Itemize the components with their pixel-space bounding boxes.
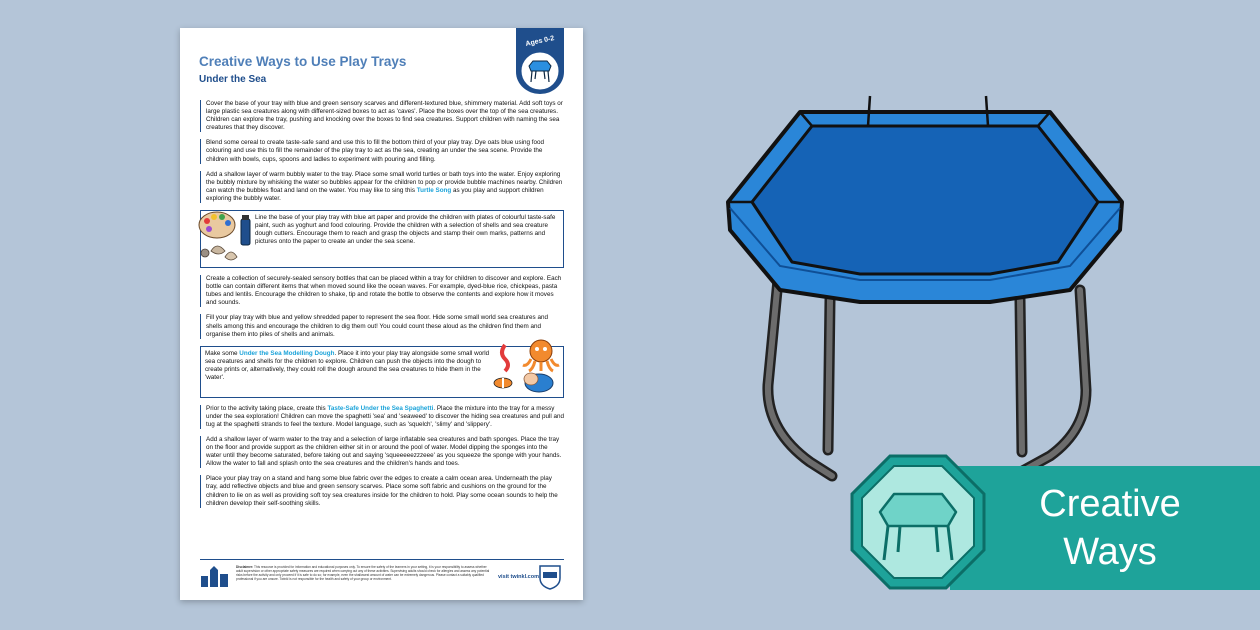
- banner-line-2: Ways: [1063, 531, 1157, 573]
- paragraph-text: as you play and support children exploring the bubbly water.: [206, 186, 544, 202]
- activity-box-paint: [200, 210, 564, 268]
- sheet-title: Creative Ways to Use Play Trays: [199, 54, 407, 69]
- banner-line-1: Creative: [1039, 483, 1181, 525]
- paragraph-text: . Place the mixture into the tray for a messy under the sea exploration! Children can move the spaghetti 'sea' and 'seaweed' to discover the hiding sea creatures and pull and tug at the spaghetti strands to feel the texture. Model language, such as 'squelch', 'slimy' and 'slippery'.: [206, 404, 565, 428]
- activity-paragraph: Fill your play tray with blue and yellow shredded paper to represent the sea floor. Hide some small world sea creatures and shells among this and encourage the children to dig them out! You could count these aloud as the children find them and organise them into piles of shells and animals.: [200, 314, 564, 338]
- activity-paragraph: [200, 171, 564, 203]
- box-text: Line the base of your play tray with blue art paper and provide the children with plates of colourful taste-safe paint, such as yoghurt and food colouring. Provide the children with a selection of shells and sea creature dough cutters. Encourage them to reach and grasp the objects and stamp their own marks, patterns and pictures onto the paper to create an under the sea scene.: [255, 214, 556, 246]
- age-badge: [516, 28, 564, 94]
- paragraph-text: Prior to the activity taking place, create this: [206, 404, 328, 412]
- paint-palette-illustration: [197, 207, 255, 269]
- paragraph-text: Make some: [205, 349, 240, 357]
- activity-box-dough: [200, 346, 564, 398]
- activity-paragraph: Cover the base of your tray with blue and green sensory scarves and different-textured blue, shimmery material. Add soft toys or large plastic sea creatures along with different-sized boxes to act as 'caves'. Place the boxes over the top of the sea creatures. Children can explore the tray, pushing and knocking over the boxes to find sea creatures. Support children with naming the sea creatures that they discover.: [200, 100, 564, 132]
- disclaimer: [236, 565, 492, 581]
- twinkl-logo-icon: [200, 566, 230, 588]
- quality-shield-icon: [538, 564, 562, 590]
- activity-sheet: [180, 28, 583, 600]
- creative-ways-banner: [950, 466, 1260, 590]
- age-badge-label: Ages 0-2: [524, 35, 556, 48]
- modelling-dough-link[interactable]: Under the Sea Modelling Dough: [239, 349, 335, 357]
- activity-list: [200, 100, 564, 515]
- activity-paragraph: Blend some cereal to create taste-safe sand and use this to fill the bottom third of your play tray. Dye oats blue using food colouring and use this to fill the remainder of the play tray to act as the sea, creating an under the sea scene. Provide the children with bowls, cups, spoons and ladles to experiment with pouring and filling.: [200, 139, 564, 163]
- turtle-song-link[interactable]: Turtle Song: [416, 186, 452, 194]
- disclaimer-text: This resource is provided for information and educational purposes only. To ensure the safety of the learners in your setting, it is your responsibility to assess whether adult supervision or other appropriate safety measures are required when carrying out any of these activities. Supervising adults should check for allergies and assess any potential risks before the activity and only proceed if it is safe to do so; for example, even the shallowest amount of water can be extremely dangerous. Please contact a suitably qualified professional if you are unsure. Twinkl is not responsible for the health and safety of your group or environment.: [236, 565, 490, 581]
- paragraph-text: . Place it into your play tray alongside some small world sea creatures and shells for the children to explore. Children can push the objects into the dough to create prints or, alternatively, they could roll the dough around the sea creatures to hide them in the 'water'.: [205, 349, 490, 381]
- activity-paragraph: Place your play tray on a stand and hang some blue fabric over the edges to create a calm ocean area. Underneath the play tray, add reflective objects and blue and green sensory scarves. Place some soft fabric and cushions on the ground for the children to lie on as well as providing soft toy sea creatures inside for the children to hold. Play some ocean sounds to help the children develop their self-soothing skills.: [200, 475, 564, 507]
- activity-paragraph: Add a shallow layer of warm water to the tray and a selection of large inflatable sea creatures and bath sponges. Place the tray on the floor and provide support as the children either sit in or around the pool of water. Model dipping the sponges into the water until they become saturated, before taking out and saying 'squeeeeezzzeee' as you squeeze the sponge with your hands. Allow the water to fall and splash onto the sea creatures and the children's hands and toes.: [200, 436, 564, 468]
- spaghetti-link[interactable]: Taste-Safe Under the Sea Spaghetti: [327, 404, 434, 412]
- tray-badge-octagon: [848, 452, 988, 592]
- disclaimer-label: Disclaimer:: [236, 565, 254, 569]
- activity-paragraph: Create a collection of securely-sealed sensory bottles that can be placed within a tray for children to discover and explore. Each bottle can contain different items that when moved sound like the ocean waves. For example, dyed-blue rice, chickpeas, pasta tubes and lentils. Encourage the children to shake, tip and rotate the bottle to observe the contents and explore how it moves and sounds.: [200, 275, 564, 307]
- sheet-subtitle: Under the Sea: [199, 74, 267, 85]
- play-tray-illustration: [700, 90, 1150, 490]
- footer-url[interactable]: visit twinkl.com: [498, 574, 539, 580]
- activity-paragraph: [200, 405, 564, 429]
- sheet-footer: [200, 559, 564, 594]
- sea-creatures-illustration: [491, 337, 563, 395]
- paragraph-text: Add a shallow layer of warm bubbly water to the tray. Place some small world turtles or bath toys into the water. Enjoy exploring the bubbly mixture by whisking the water so bubbles appear for the children to pop or provide bubble machines nearby. Children can watch the bubbles float and land on the water. You may like to sing this: [206, 170, 563, 194]
